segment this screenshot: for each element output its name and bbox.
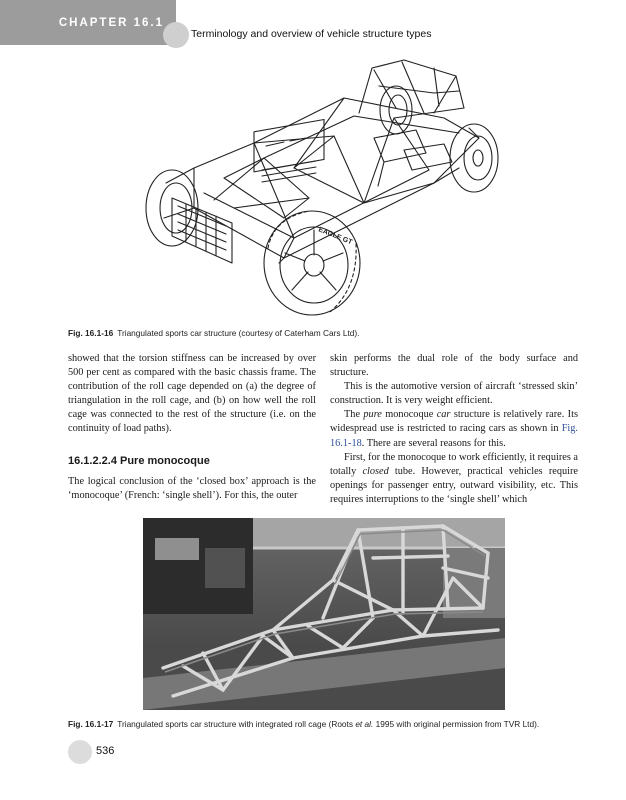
chapter-tab-marker — [163, 22, 189, 48]
left-column — [68, 352, 316, 503]
tyre-lettering: EAGLE GT — [317, 226, 354, 247]
figure-1-car-drawing — [134, 58, 514, 320]
rear-right-wheel — [450, 124, 498, 192]
figure-1-caption-text: Triangulated sports car structure (courtesy of Caterham Cars Ltd). — [117, 328, 360, 338]
page-number-marker — [68, 740, 92, 764]
right-paragraph-3: The pure monocoque car structure is relatively rare. Its widespread use is restricted to racing cars as shown in Fig. 16.1-18. There are several reasons for this. — [330, 409, 578, 449]
right-paragraph-2: This is the automotive version of aircraft ‘stressed skin’ construction. It is very weight efficient. — [330, 381, 578, 407]
figure-cross-reference-link[interactable]: Fig. 16.1-18 — [330, 423, 578, 449]
engine-block — [254, 119, 324, 182]
rear-left-wheel — [380, 86, 412, 134]
page-number: 536 — [96, 745, 115, 757]
radiator-grille — [172, 198, 232, 263]
chapter-label — [0, 0, 176, 45]
chapter-text: CHAPTER 16.1 — [58, 16, 164, 29]
figure-1-label: Fig. 16.1-16 — [68, 328, 114, 338]
running-title: Terminology and overview of vehicle structure types — [191, 28, 432, 40]
right-paragraph-4: First, for the monocoque to work efficiently, it requires a totally closed tube. However, practical vehicles require openings for passenger entry, outward visibility, etc. This requires interruptions to the ‘single shell’ which — [330, 451, 578, 505]
left-paragraph-2: The logical conclusion of the ‘closed box’ approach is the ‘monocoque’ (French: ‘single shell’). For this, the outer — [68, 475, 316, 501]
figure-2-rollcage-photo — [143, 518, 505, 710]
figure-1-caption — [68, 328, 359, 338]
left-paragraph-1: showed that the torsion stiffness can be increased by over 500 per cent as compared with the basic chassis frame. The contribution of the roll cage depended on (a) the degree of triangulation in the roll cage, and (b) on how well the roll cage was connected to the rest of the structure (i.e. on the continuity of load paths). — [68, 353, 316, 435]
right-paragraph-1: skin performs the dual role of the body surface and structure. — [330, 353, 578, 379]
figure-2-caption: Fig. 16.1-17 Triangulated sports car structure with integrated roll cage (Roots et al. 1995 with original permission from TVR Ltd). — [68, 719, 540, 729]
right-column — [330, 352, 578, 507]
section-heading: 16.1.2.2.4 Pure monocoque — [68, 454, 210, 467]
figure-2-label: Fig. 16.1-17 — [68, 719, 114, 729]
